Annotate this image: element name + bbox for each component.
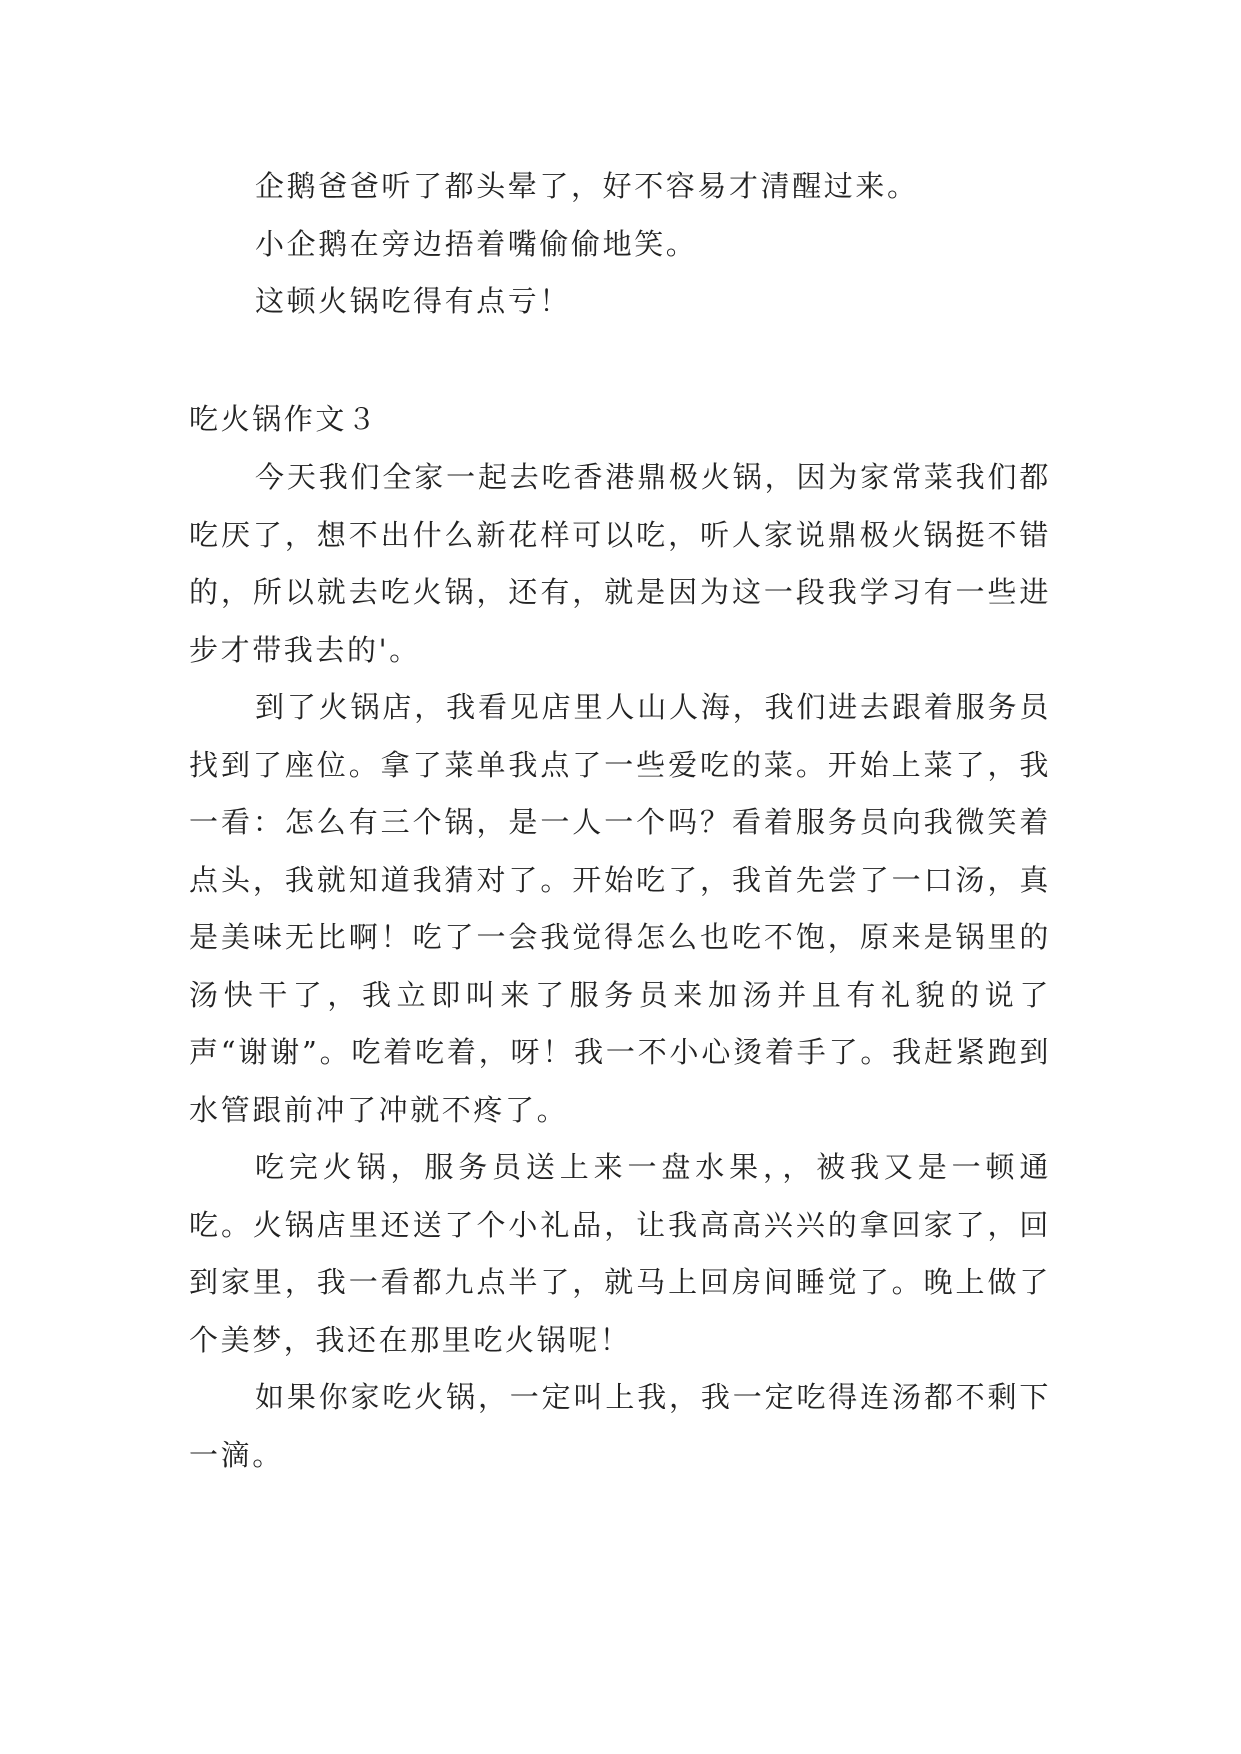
intro-section: [189, 158, 1051, 331]
essay-body: [189, 449, 1051, 1484]
intro-line: 小企鹅在旁边捂着嘴偷偷地笑。: [255, 226, 698, 261]
essay-paragraph: 如果你家吃火锅，一定叫上我，我一定吃得连汤都不剩下一滴。: [189, 1380, 1051, 1472]
essay-paragraph: 到了火锅店，我看见店里人山人海，我们进去跟着服务员找到了座位。拿了菜单我点了一些爱吃的菜。开始上菜了，我一看：怎么有三个锅，是一人一个吗？看着服务员向我微笑着点头，我就知道我猜对了。开始吃了，我首先尝了一口汤，真是美味无比啊！吃了一会我觉得怎么也吃不饱，原来是锅里的汤快干了，我立即叫来了服务员来加汤并且有礼貌的说了声“谢谢”。吃着吃着，呀！我一不小心烫着手了。我赶紧跑到水管跟前冲了冲就不疼了。: [189, 690, 1051, 1127]
essay-heading: 吃火锅作文３: [189, 402, 379, 436]
essay-paragraph: 今天我们全家一起去吃香港鼎极火锅，因为家常菜我们都吃厌了，想不出什么新花样可以吃，听人家说鼎极火锅挺不错的，所以就去吃火锅，还有，就是因为这一段我学习有一些进步才带我去的'。: [189, 460, 1051, 667]
intro-line: 这顿火锅吃得有点亏！: [255, 284, 572, 318]
intro-line: 企鹅爸爸听了都头晕了，好不容易才清醒过来。: [255, 169, 919, 203]
essay-paragraph: 吃完火锅，服务员送上来一盘水果，，被我又是一顿通吃。火锅店里还送了个小礼品，让我高高兴兴的拿回家了，回到家里，我一看都九点半了，就马上回房间睡觉了。晚上做了个美梦，我还在那里吃火锅呢！: [189, 1150, 1051, 1357]
